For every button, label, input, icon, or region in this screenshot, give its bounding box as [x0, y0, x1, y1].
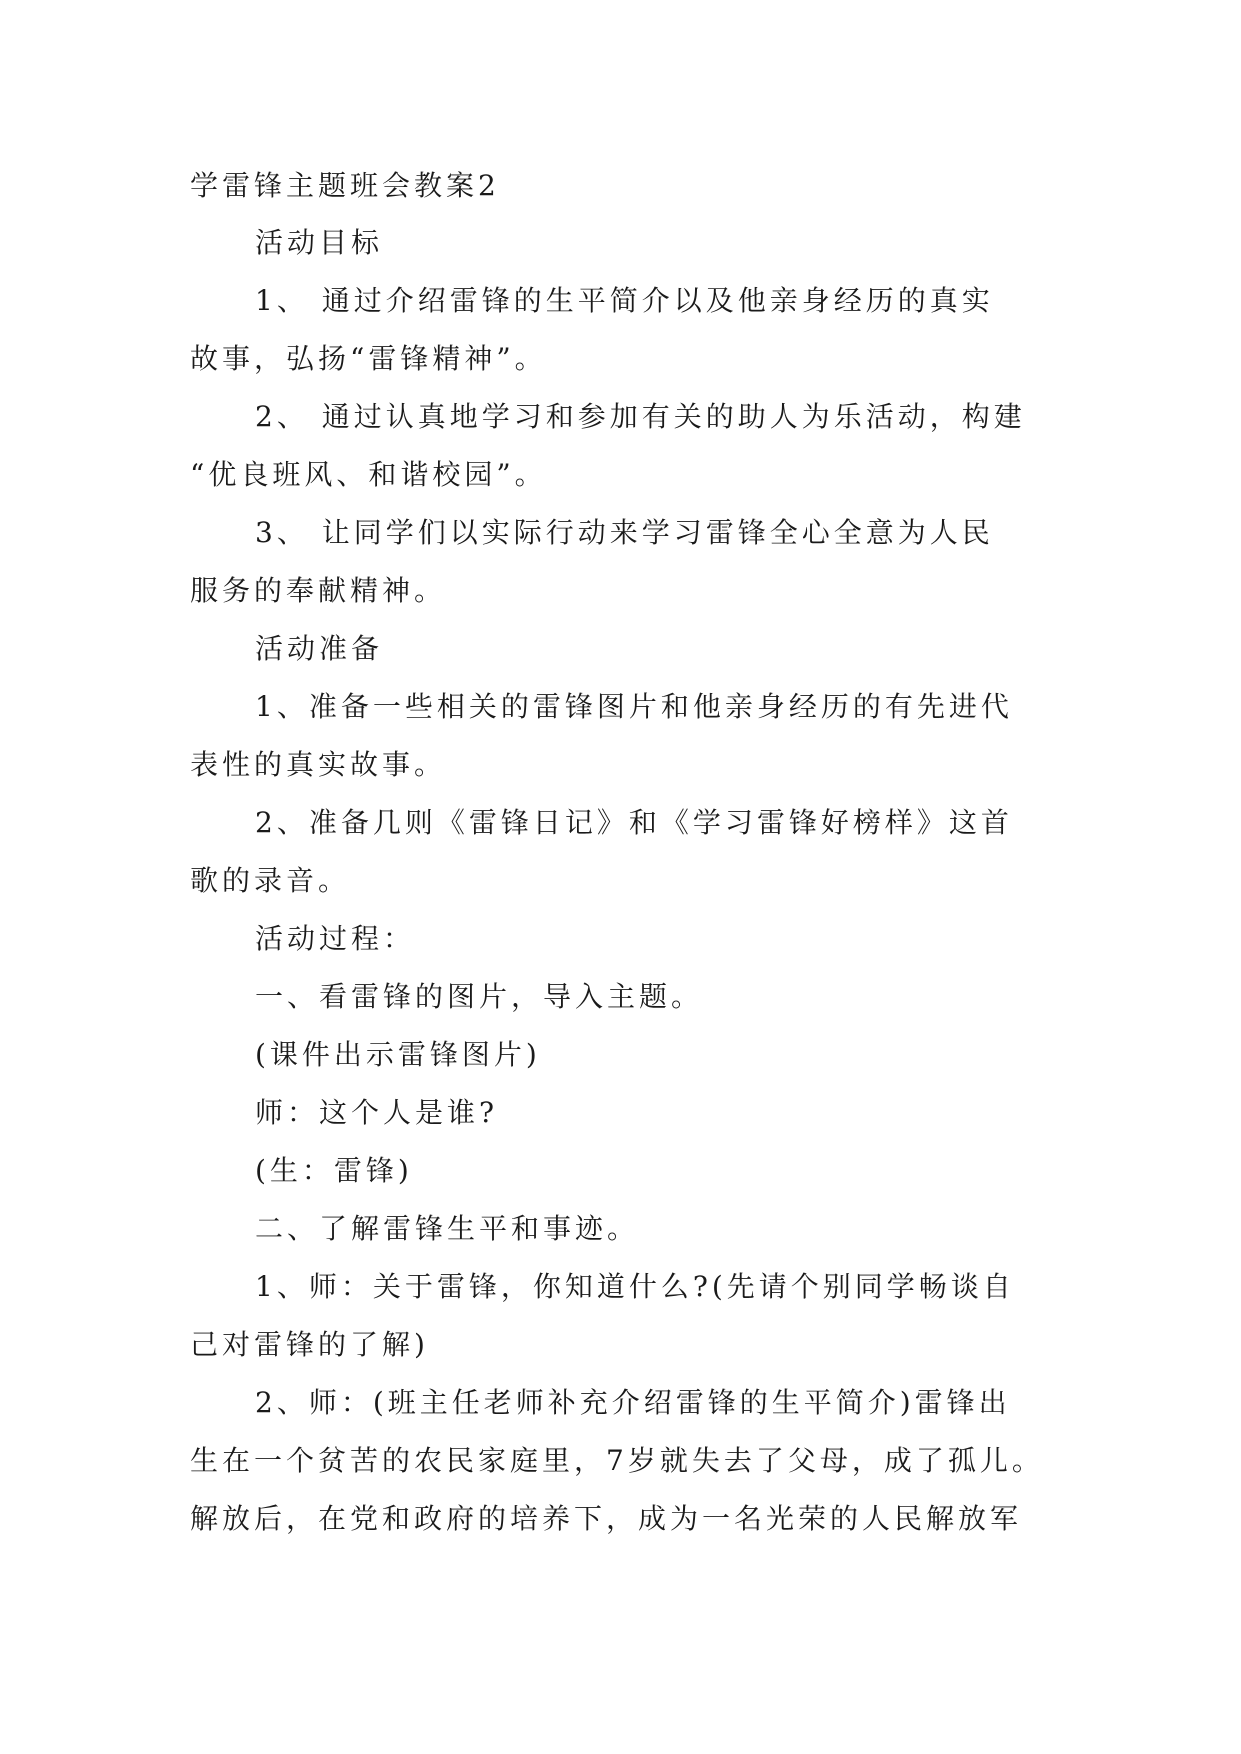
paragraph-line: 故事，弘扬“雷锋精神”。 [190, 342, 547, 375]
paragraph-line: 一、看雷锋的图片，导入主题。 [255, 980, 704, 1013]
paragraph-line: 生在一个贫苦的农民家庭里，7岁就失去了父母，成了孤儿。 [190, 1444, 1044, 1477]
paragraph-line: 二、了解雷锋生平和事迹。 [255, 1212, 640, 1245]
paragraph-line: 3、 让同学们以实际行动来学习雷锋全心全意为人民 [255, 516, 994, 549]
paragraph-line: 表性的真实故事。 [190, 748, 447, 781]
paragraph-line: 2、准备几则《雷锋日记》和《学习雷锋好榜样》这首 [255, 806, 1013, 839]
section-heading: 活动目标 [255, 226, 384, 259]
section-heading: 活动过程： [255, 922, 416, 955]
paragraph-line: 1、师：关于雷锋，你知道什么?(先请个别同学畅谈自 [255, 1270, 1015, 1303]
paragraph-line: 1、准备一些相关的雷锋图片和他亲身经历的有先进代 [255, 690, 1013, 723]
paragraph-line: (课件出示雷锋图片) [255, 1038, 541, 1071]
paragraph-line: 服务的奉献精神。 [190, 574, 447, 607]
paragraph-line: 解放后，在党和政府的培养下，成为一名光荣的人民解放军 [190, 1502, 1023, 1535]
paragraph-line: 2、师：(班主任老师补充介绍雷锋的生平简介)雷锋出 [255, 1386, 1011, 1419]
paragraph-line: 2、 通过认真地学习和参加有关的助人为乐活动，构建 [255, 400, 1026, 433]
paragraph-line: 歌的录音。 [190, 864, 351, 897]
paragraph-line: 师：这个人是谁? [255, 1096, 499, 1129]
paragraph-line: (生：雷锋) [255, 1154, 413, 1187]
paragraph-line: 己对雷锋的了解) [190, 1328, 429, 1361]
paragraph-line: 1、 通过介绍雷锋的生平简介以及他亲身经历的真实 [255, 284, 994, 317]
paragraph-line: “优良班风、和谐校园”。 [190, 458, 547, 491]
document-title: 学雷锋主题班会教案2 [190, 169, 500, 202]
section-heading: 活动准备 [255, 632, 384, 665]
